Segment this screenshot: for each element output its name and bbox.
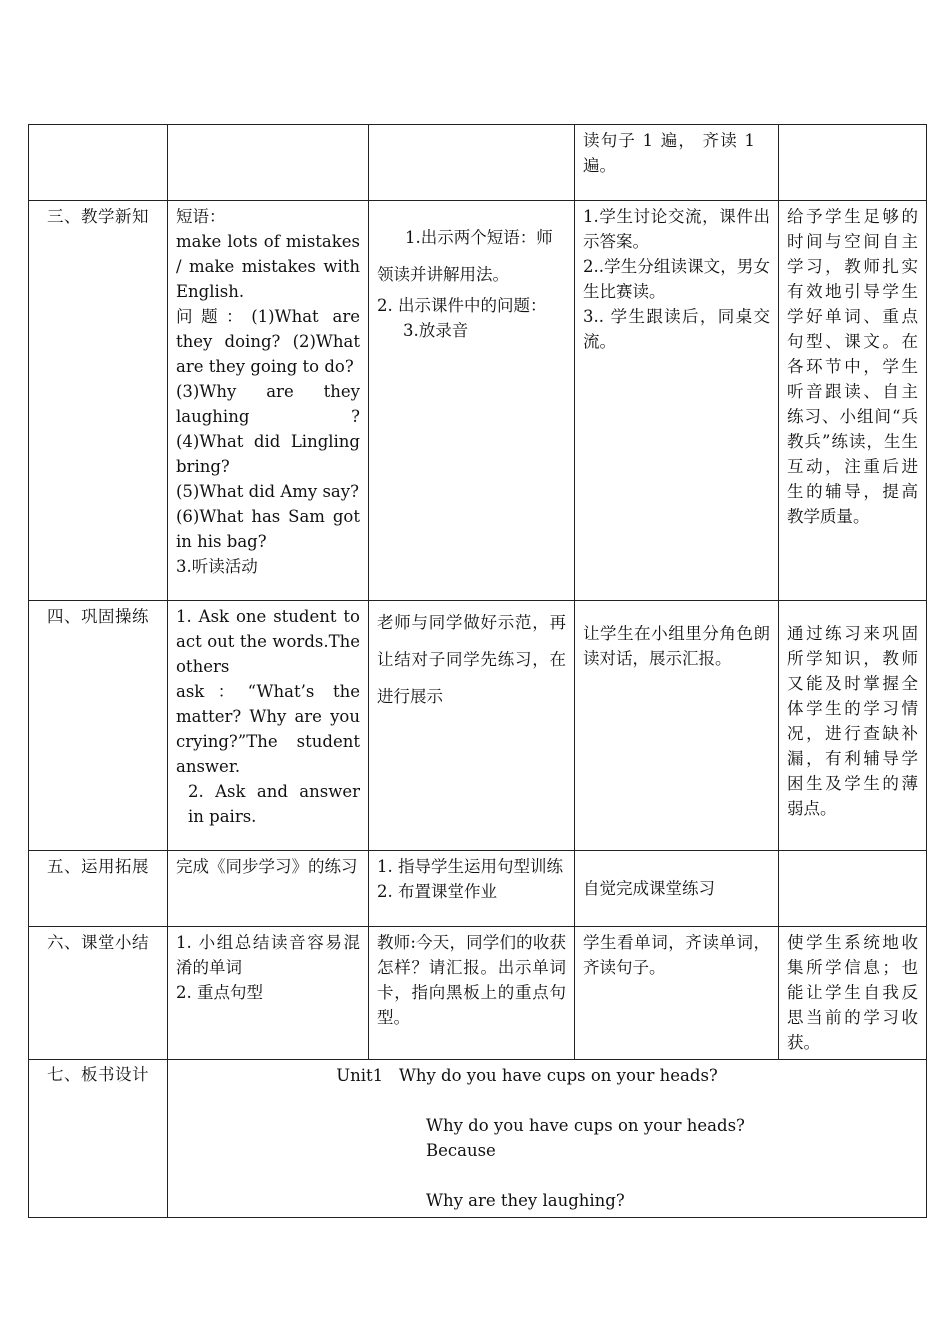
teacher-cell bbox=[369, 601, 575, 851]
content-text: 完成《同步学习》的练习 bbox=[176, 857, 358, 876]
student-text: 自觉完成课堂练习 bbox=[583, 878, 715, 898]
table-row bbox=[29, 125, 927, 201]
text-line: 读句子 1 遍， 齐读 1 bbox=[583, 131, 757, 150]
student-line: 3.. 学生跟读后，同桌交流。 bbox=[583, 307, 770, 351]
teacher-line: 1.出示两个短语：师领读并讲解用法。 bbox=[377, 228, 553, 284]
content-cell-empty bbox=[168, 125, 369, 201]
student-activity-cell bbox=[575, 851, 779, 927]
intent-cell-empty bbox=[779, 125, 927, 201]
intent-text: 使学生系统地收集所学信息；也能让学生自我反思当前的学习收获。 bbox=[787, 933, 918, 1052]
content-line: 1. 小组总结读音容易混淆的单词 bbox=[176, 933, 360, 977]
content-line: (5)What did Amy say? bbox=[176, 482, 359, 501]
content-line: 短语： bbox=[176, 207, 226, 226]
lesson-plan-table bbox=[28, 124, 927, 1218]
content-line: ask：“What’s the matter? Why are you crying?”The student answer. bbox=[176, 682, 360, 776]
student-line: 1.学生讨论交流，课件出示答案。 bbox=[583, 207, 770, 251]
teacher-cell bbox=[369, 927, 575, 1060]
content-line: (6)What has Sam got in his bag? bbox=[176, 507, 360, 551]
table-row bbox=[29, 851, 927, 927]
student-activity-cell bbox=[575, 125, 779, 201]
content-line: 2. 重点句型 bbox=[176, 983, 263, 1002]
stage-cell-empty bbox=[29, 125, 168, 201]
content-cell bbox=[168, 601, 369, 851]
teacher-line: 2. 出示课件中的问题： bbox=[377, 296, 547, 315]
intent-text: 给予学生足够的时间与空间自主学习，教师扎实有效地引导学生学好单词、重点句型、课文。在各环节中，学生听音跟读、自主练习、小组间“兵教兵”练读，生生互动，注重后进生的辅导，提高教学质量。 bbox=[787, 207, 918, 526]
stage-label: 五、运用拓展 bbox=[29, 851, 168, 927]
student-activity-cell bbox=[575, 201, 779, 601]
content-line: make lots of mistakes / make mistakes with English. bbox=[176, 232, 360, 301]
student-activity-cell bbox=[575, 927, 779, 1060]
stage-label: 七、板书设计 bbox=[29, 1060, 168, 1218]
design-intent-cell bbox=[779, 201, 927, 601]
student-text: 学生看单词，齐读单词，齐读句子。 bbox=[583, 933, 770, 977]
table-row bbox=[29, 1060, 927, 1218]
text-line: 遍。 bbox=[583, 156, 616, 175]
design-intent-cell bbox=[779, 601, 927, 851]
teacher-text: 老师与同学做好示范，再让结对子同学先练习，在进行展示 bbox=[377, 613, 566, 706]
blackboard-design-cell bbox=[168, 1060, 927, 1218]
teacher-line: 3.放录音 bbox=[403, 321, 469, 340]
spacer bbox=[426, 1163, 918, 1188]
stage-label: 六、课堂小结 bbox=[29, 927, 168, 1060]
stage-label: 三、教学新知 bbox=[29, 201, 168, 601]
board-lines bbox=[176, 1113, 918, 1213]
teacher-line: 1. 指导学生运用句型训练 bbox=[377, 857, 563, 876]
table-row bbox=[29, 601, 927, 851]
content-line: 2. Ask and answer in pairs. bbox=[188, 782, 360, 826]
table-row bbox=[29, 201, 927, 601]
teacher-cell-empty bbox=[369, 125, 575, 201]
student-activity-cell bbox=[575, 601, 779, 851]
teacher-cell bbox=[369, 201, 575, 601]
content-line: (3)Why are they laughing ? bbox=[176, 382, 360, 426]
content-cell bbox=[168, 851, 369, 927]
board-title: Unit1 Why do you have cups on your heads? bbox=[336, 1066, 718, 1085]
stage-label: 四、巩固操练 bbox=[29, 601, 168, 851]
content-cell bbox=[168, 927, 369, 1060]
board-line: Why are they laughing? bbox=[426, 1191, 625, 1210]
table-row bbox=[29, 927, 927, 1060]
board-line: Why do you have cups on your heads? bbox=[426, 1116, 745, 1135]
design-intent-cell bbox=[779, 851, 927, 927]
content-line: 问题：(1)What are they doing? (2)What are they going to do? bbox=[176, 307, 360, 376]
spacer bbox=[176, 1088, 918, 1113]
student-line: 2..学生分组读课文，男女生比赛读。 bbox=[583, 257, 770, 301]
content-cell bbox=[168, 201, 369, 601]
content-line: 1. Ask one student to act out the words.The others bbox=[176, 607, 360, 676]
teacher-text: 教师:今天，同学们的收获怎样？请汇报。出示单词卡，指向黑板上的重点句型。 bbox=[377, 933, 566, 1027]
content-line: (4)What did Lingling bring? bbox=[176, 432, 360, 476]
teacher-line: 2. 布置课堂作业 bbox=[377, 882, 497, 901]
board-line: Because bbox=[426, 1141, 496, 1160]
intent-text: 通过练习来巩固所学知识，教师又能及时掌握全体学生的学习情况，进行查缺补漏，有利辅导学困生及学生的薄弱点。 bbox=[787, 624, 918, 818]
teacher-cell bbox=[369, 851, 575, 927]
design-intent-cell bbox=[779, 927, 927, 1060]
student-text: 让学生在小组里分角色朗读对话，展示汇报。 bbox=[583, 624, 770, 668]
content-line: 3.听读活动 bbox=[176, 557, 258, 576]
